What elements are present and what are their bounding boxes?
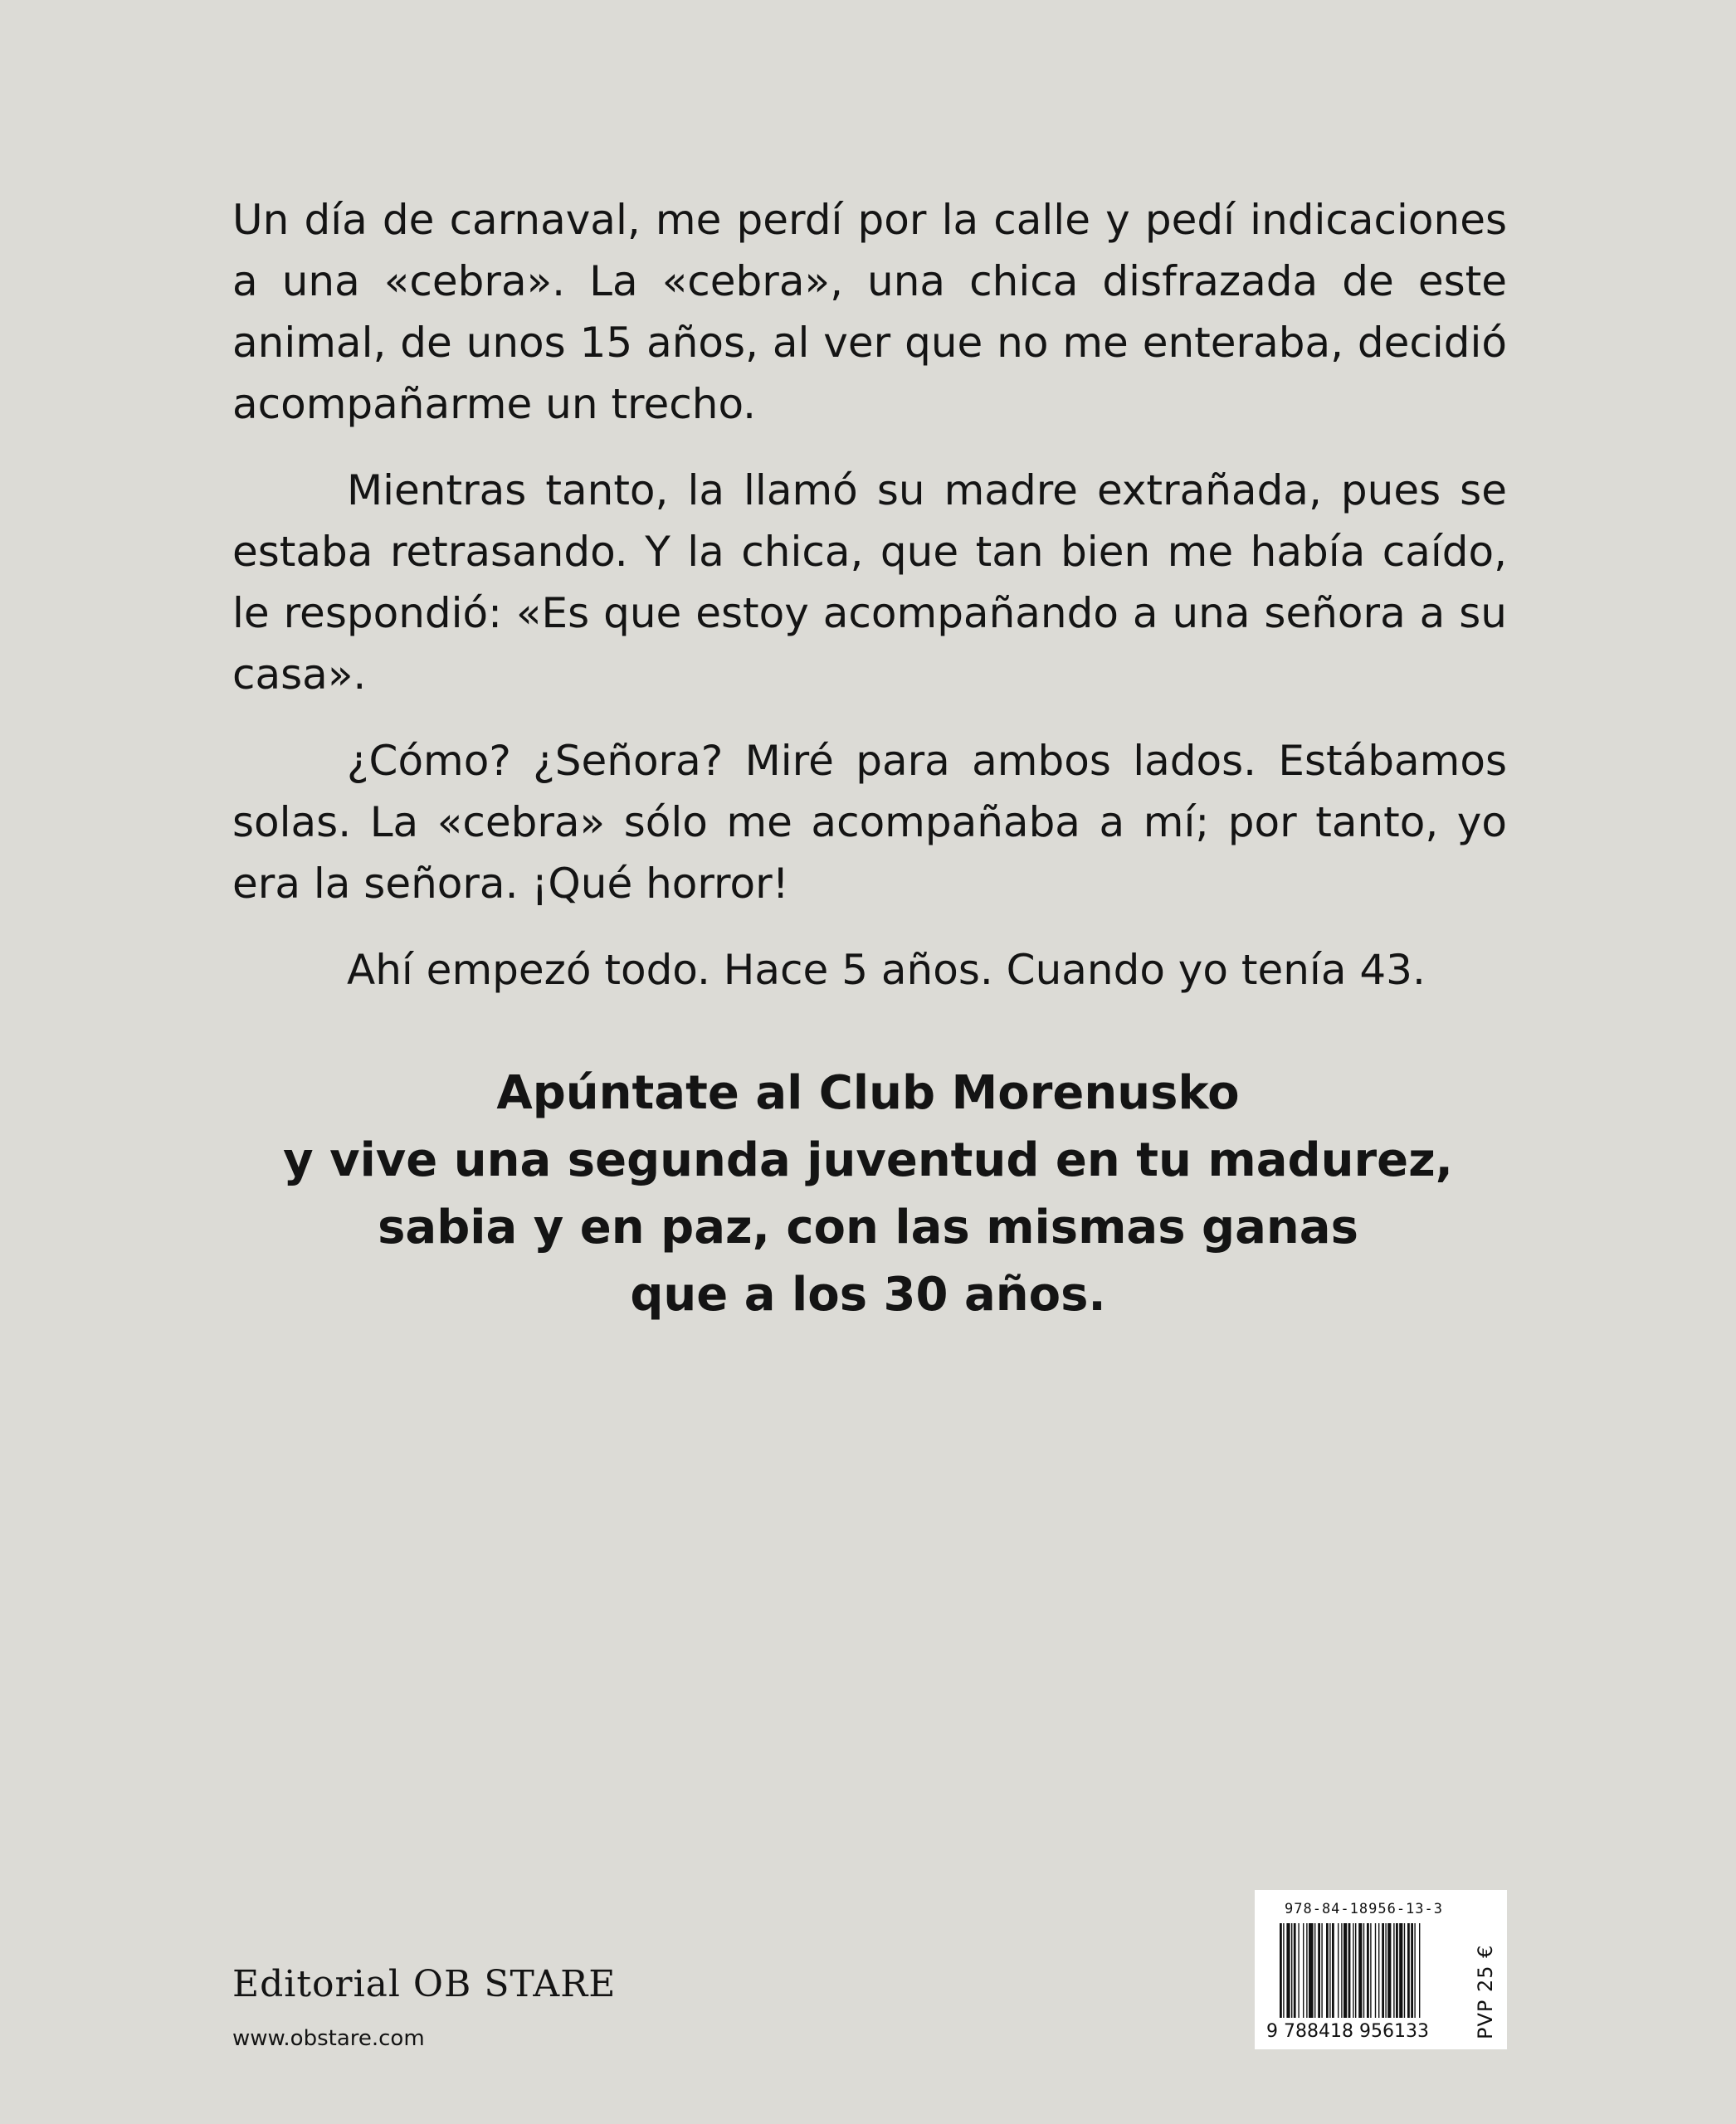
back-cover-story [232, 189, 1507, 1001]
isbn-number: 978-84-18956-13-3 [1285, 1901, 1443, 1917]
slogan-line-3: sabia y en paz, con las mismas ganas [378, 1201, 1358, 1254]
price-label: PVP 25 € [1474, 1944, 1497, 2039]
slogan [0, 1060, 1736, 1328]
barcode-bars [1280, 1923, 1460, 2018]
story-paragraph-1: Un día de carnaval, me perdí por la calle y pedí indicaciones a una «cebra». La «cebra», una chica disfrazada de este animal, de unos 15 años, al ver que no me enteraba, decidió acompañarme un trecho. [232, 196, 1507, 428]
slogan-line-1: Apúntate al Club Morenusko [496, 1066, 1240, 1120]
publisher-name: Editorial OB STARE [232, 1963, 617, 2005]
barcode-block [1255, 1890, 1507, 2049]
slogan-line-2: y vive una segunda juventud en tu madurez, [283, 1133, 1453, 1187]
slogan-line-4: que a los 30 años. [630, 1268, 1106, 1322]
story-paragraph-3: ¿Cómo? ¿Señora? Miré para ambos lados. Estábamos solas. La «cebra» sólo me acompañaba a mí; por tanto, yo era la señora. ¡Qué horror! [232, 737, 1507, 908]
story-paragraph-4: Ahí empezó todo. Hace 5 años. Cuando yo tenía 43. [347, 946, 1426, 994]
publisher-website: www.obstare.com [232, 2026, 425, 2051]
story-paragraph-2: Mientras tanto, la llamó su madre extrañada, pues se estaba retrasando. Y la chica, que tan bien me había caído, le respondió: «Es que estoy acompañando a una señora a su casa». [232, 466, 1507, 699]
ean-digits: 9 788418 956133 [1266, 2021, 1429, 2042]
